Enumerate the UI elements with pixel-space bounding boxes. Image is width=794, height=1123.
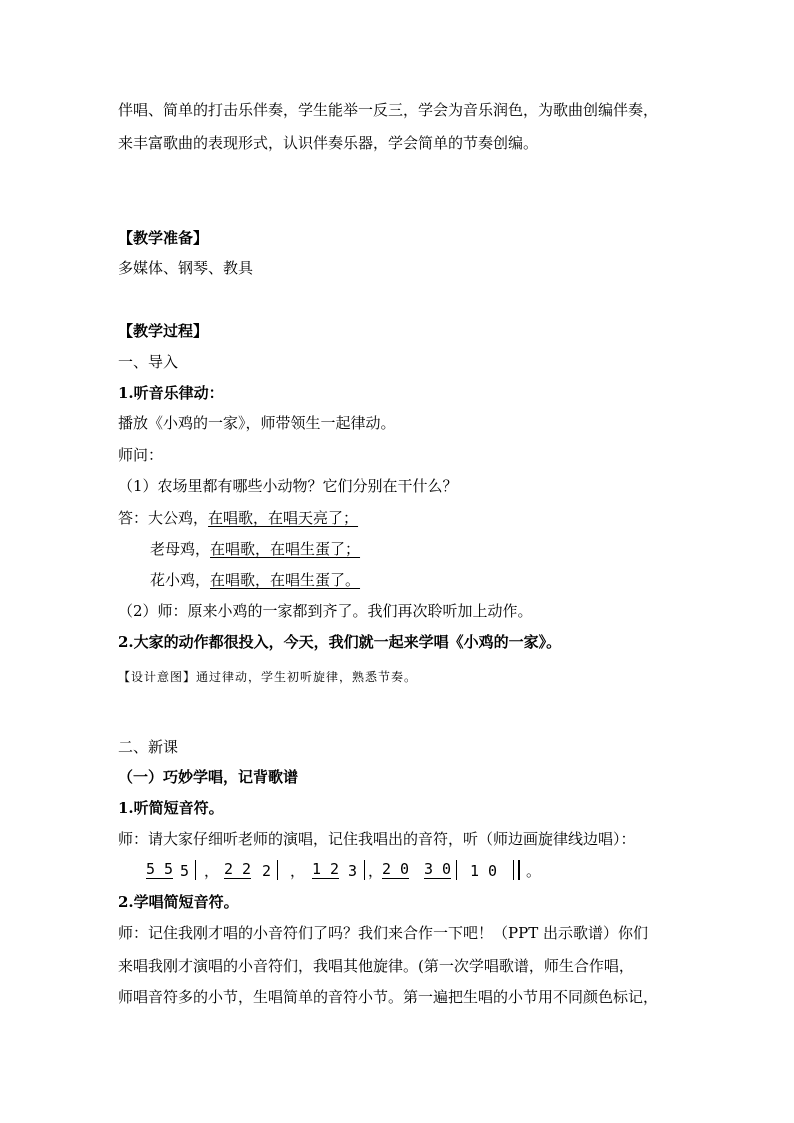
section-1-heading: 一、导入 [118,353,179,371]
step-1-2: 2.大家的动作都很投入，今天，我们就一起来学唱《小鸡的一家》。 [118,633,562,651]
paragraph-line-2: 来唱我刚才演唱的小音符们，我唱其他旋律。(第一次学唱歌谱，师生合作唱， [118,957,634,975]
barline-4 [456,860,457,880]
prep-heading: 【教学准备】 [118,229,209,247]
question-2: （2）师：原来小鸡的一家都到齐了。我们再次聆听加上动作。 [118,602,533,620]
section-2-heading: 二、新课 [118,738,179,756]
intro-line-1: 伴唱、简单的打击乐伴奏，学生能举一反三，学会为音乐润色，为歌曲创编伴奏， [118,101,659,119]
measure-1-note: 5 [180,862,190,880]
measure-1-underlined-notes: 5 5 [146,860,174,878]
answer-line-1 [118,508,358,528]
step-2-1-1-text: 师：请大家仔细听老师的演唱，记住我唱出的音符，听（师边画旋律线边唱）： [118,830,636,848]
paragraph-line-3: 师唱音符多的小节，生唱简单的音符小节。第一遍把生唱的小节用不同颜色标记， [118,988,659,1006]
measure-3-note: 3 [348,862,358,880]
measure-2-underlined-notes: 2 2 [224,860,252,878]
answer-2-name: 老母鸡， [150,540,211,558]
question-1: （1）农场里都有哪些小动物？它们分别在干什么？ [118,477,458,495]
comma-3: ， [368,862,384,880]
answer-label: 答： [118,509,149,527]
process-heading: 【教学过程】 [118,322,209,340]
paragraph-line-1: 师：记住我刚才唱的小音符们了吗？我们来合作一下吧！（PPT 出示歌谱）你们 [118,924,648,942]
subsection-2-1-heading: （一）巧妙学唱，记背歌谱 [118,768,299,786]
teacher-asks: 师问： [118,446,164,464]
comma-1: ， [204,862,220,880]
answer-3-name: 花小鸡， [150,571,211,589]
measure-3-underlined-notes: 1 2 [312,860,340,878]
final-barline-thick [518,860,520,880]
answer-line-2 [150,539,360,559]
measure-4-underlined-notes: 2 0 [382,860,410,878]
comma-2: ， [290,862,306,880]
notation-end-mark: 。 [526,862,542,880]
step-1-1-heading: 1.听音乐律动： [118,384,224,402]
answer-2-action: 在唱歌，在唱生蛋了； [210,540,361,558]
measure-4-underlined-rest: 3 0 [424,860,452,878]
prep-items: 多媒体、钢琴、教具 [118,259,254,277]
answer-1-action: 在唱歌，在唱天亮了； [208,509,359,527]
step-2-1-2-heading: 2.学唱简短音符。 [118,893,239,911]
answer-line-3 [150,570,360,590]
step-1-1-text: 播放《小鸡的一家》，师带领生一起律动。 [118,414,396,432]
barline-2 [277,860,278,880]
answer-3-action: 在唱歌，在唱生蛋了。 [210,571,361,589]
barline-1 [195,860,196,880]
final-barline-thin [513,860,514,880]
answer-1-name: 大公鸡， [148,509,209,527]
measure-2-note: 2 [262,862,272,880]
measure-5-notes: 1 0 [470,862,498,880]
barline-3 [364,860,365,880]
step-2-1-1-heading: 1.听简短音符。 [118,799,224,817]
design-intent-note: 【设计意图】通过律动，学生初听旋律，熟悉节奏。 [118,670,418,684]
intro-line-2: 来丰富歌曲的表现形式，认识伴奏乐器，学会简单的节奏创编。 [118,134,539,152]
